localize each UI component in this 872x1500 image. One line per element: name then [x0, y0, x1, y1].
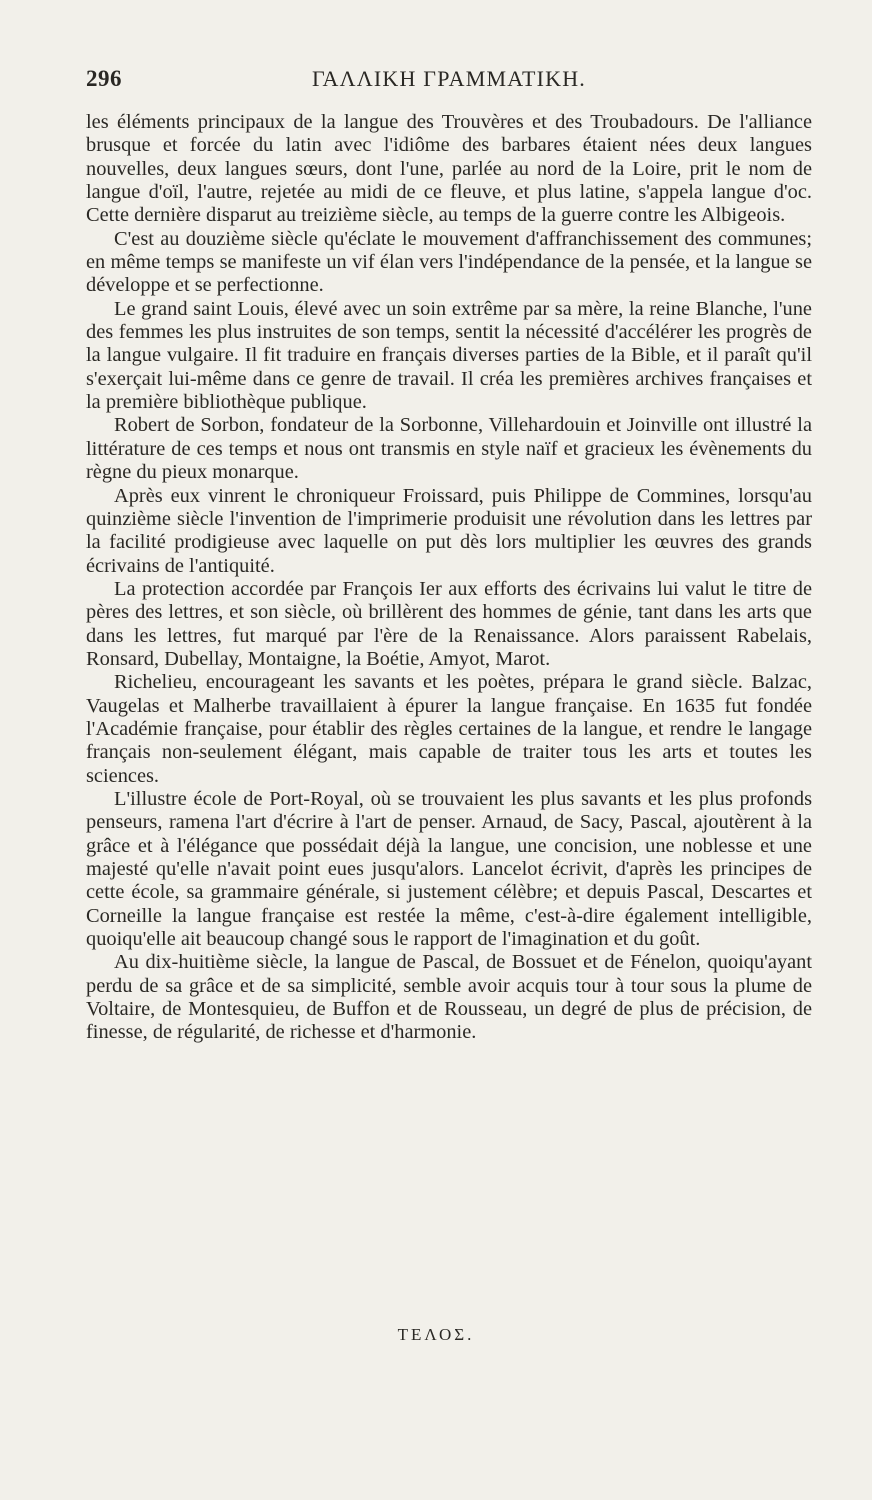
paragraph: C'est au douzième siècle qu'éclate le mouvement d'affranchissement des communes; en même temps se manifeste un vif élan vers l'indépendance de la pensée, et la langue se développe et se perfectionne.	[86, 227, 812, 297]
paragraph: Au dix-huitième siècle, la langue de Pascal, de Bossuet et de Fénelon, quoiqu'ayant perdu de sa grâce et de sa simplicité, semble avoir acquis tour à tour sous la plume de Voltaire, de Montesquieu, de Buffon et de Rousseau, un degré de plus de précision, de finesse, de régularité, de richesse et d'harmonie.	[86, 951, 812, 1044]
running-title: ΓΑΛΛΙΚΗ ΓΡΑΜΜΑΤΙΚΗ.	[312, 66, 586, 91]
page-number: 296	[86, 66, 122, 91]
paragraph: Après eux vinrent le chroniqueur Froissard, puis Philippe de Commines, lorsqu'au quinzième siècle l'invention de l'imprimerie produisit une révolution dans les lettres par la facilité prodigieuse avec laquelle on put dès lors multiplier les œuvres des grands écrivains de l'antiquité.	[86, 484, 812, 577]
paragraph: Le grand saint Louis, élevé avec un soin extrême par sa mère, la reine Blanche, l'une des femmes les plus instruites de son temps, sentit la nécessité d'accélérer les progrès de la langue vulgaire. Il fit traduire en français diverses parties de la Bible, et il paraît qu'il s'exerçait lui-même dans ce genre de travail. Il créa les premières archives françaises et la première bibliothèque publique.	[86, 297, 812, 414]
page-header	[86, 66, 816, 92]
paragraph: les éléments principaux de la langue des Trouvères et des Troubadours. De l'alliance brusque et forcée du latin avec l'idiôme des barbares étaient nées deux langues nouvelles, deux langues sœurs, dont l'une, parlée au nord de la Loire, prit le nom de langue d'oïl, l'autre, rejetée au midi de ce fleuve, et plus latine, s'appela langue d'oc. Cette dernière disparut au treizième siècle, au temps de la guerre contre les Albigeois.	[86, 111, 812, 227]
paragraph: Robert de Sorbon, fondateur de la Sorbonne, Villehardouin et Joinville ont illustré la littérature de ces temps et nous ont transmis en style naïf et gracieux les évènements du règne du pieux monarque.	[86, 414, 812, 484]
end-mark: ΤΕΛΟΣ.	[397, 1325, 475, 1344]
paragraph: Richelieu, encourageant les savants et les poètes, prépara le grand siècle. Balzac, Vaugelas et Malherbe travaillaient à épurer la langue française. En 1635 fut fondée l'Académie française, pour établir des règles certaines de la langue, et rendre le langage français non-seulement élégant, mais capable de traiter tous les arts et toutes les sciences.	[86, 671, 812, 787]
paragraph: L'illustre école de Port-Royal, où se trouvaient les plus savants et les plus profonds penseurs, ramena l'art d'écrire à l'art de penser. Arnaud, de Sacy, Pascal, ajoutèrent à la grâce et à l'élégance que possédait déjà la langue, une concision, une noblesse et une majesté qu'elle n'avait point eues jusqu'alors. Lancelot écrivit, d'après les principes de cette école, sa grammaire générale, si justement célèbre; et depuis Pascal, Descartes et Corneille la langue française est restée la même, c'est-à-dire également intelligible, quoiqu'elle ait beaucoup changé sous le rapport de l'imagination et du goût.	[86, 787, 812, 951]
paragraph: La protection accordée par François Ier aux efforts des écrivains lui valut le titre de pères des lettres, et son siècle, où brillèrent des hommes de génie, tant dans les arts que dans les lettres, fut marqué par l'ère de la Renaissance. Alors paraissent Rabelais, Ronsard, Dubellay, Montaigne, la Boétie, Amyot, Marot.	[86, 577, 812, 670]
body-text	[86, 111, 812, 1045]
